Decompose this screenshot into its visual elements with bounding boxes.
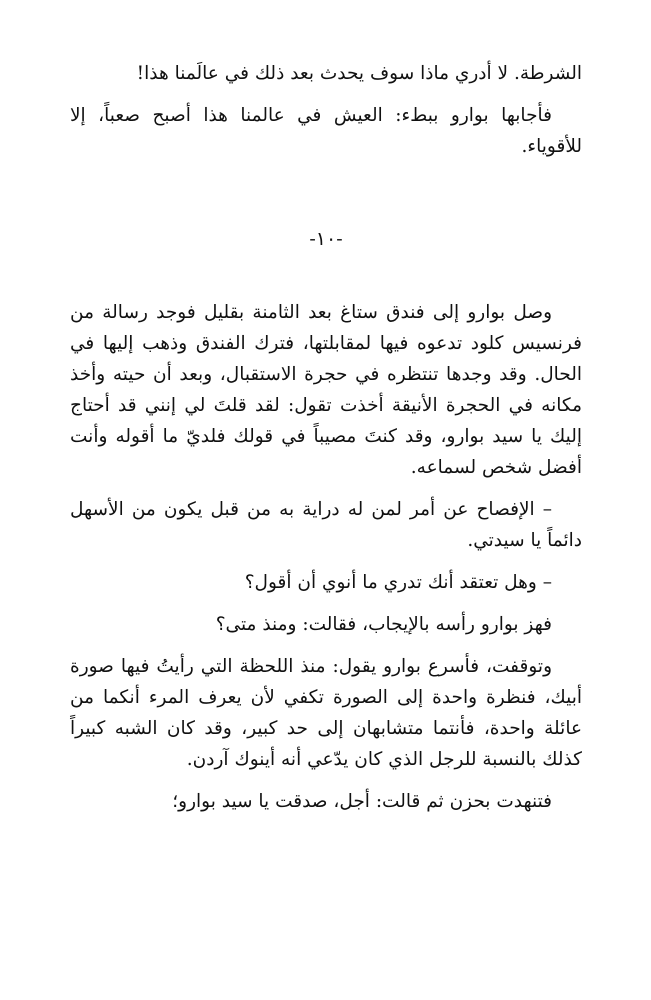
paragraph-arrival: وصل بوارو إلى فندق ستاغ بعد الثامنة بقليل فوجد رسالة من فرنسيس كلود تدعوه فيها لمقابلتها، فترك الفندق وذهب إليها في الحال. وقد وجدها تنتظره في حجرة الاستقبال، وبعد أن حيته وأخذ مكانه في الحجرة الأنيقة أخذت تقول: لقد قلتَ لي إنني قد أحتاج إليك يا سيد بوارو، وقد كنتَ مصيباً في قولك فلديّ ما أقوله وأنت أفضل شخص لسماعه. bbox=[70, 302, 582, 478]
paragraph-dialogue-1: – الإفصاح عن أمر لمن له دراية به من قبل يكون من الأسهل دائماً يا سيدتي. bbox=[70, 499, 582, 551]
book-page bbox=[70, 58, 582, 828]
paragraph-nod: فهز بوارو رأسه بالإيجاب، فقالت: ومنذ متى؟ bbox=[215, 614, 552, 635]
paragraph-poirot-reply: فأجابها بوارو ببطء: العيش في عالمنا هذا أصبح صعباً، إلا للأقوياء. bbox=[70, 105, 582, 157]
paragraph-sigh: فتنهدت بحزن ثم قالت: أجل، صدقت يا سيد بوارو؛ bbox=[172, 791, 552, 812]
paragraph-continuation: الشرطة. لا أدري ماذا سوف يحدث بعد ذلك في عالَمنا هذا! bbox=[136, 63, 582, 84]
paragraph-dialogue-2: – وهل تعتقد أنك تدري ما أنوي أن أقول؟ bbox=[244, 572, 552, 593]
paragraph-photo: وتوقفت، فأسرع بوارو يقول: منذ اللحظة التي رأيتُ فيها صورة أبيك، فنظرة واحدة إلى الصورة تكفي لأن يعرف المرء أنكما من عائلة واحدة، فأنتما متشابهان إلى حد كبير، وقد كان الشبه كبيراً كذلك بالنسبة للرجل الذي كان يدّعي أنه أينوك آردن. bbox=[70, 656, 582, 770]
chapter-number: -١٠- bbox=[309, 228, 343, 250]
